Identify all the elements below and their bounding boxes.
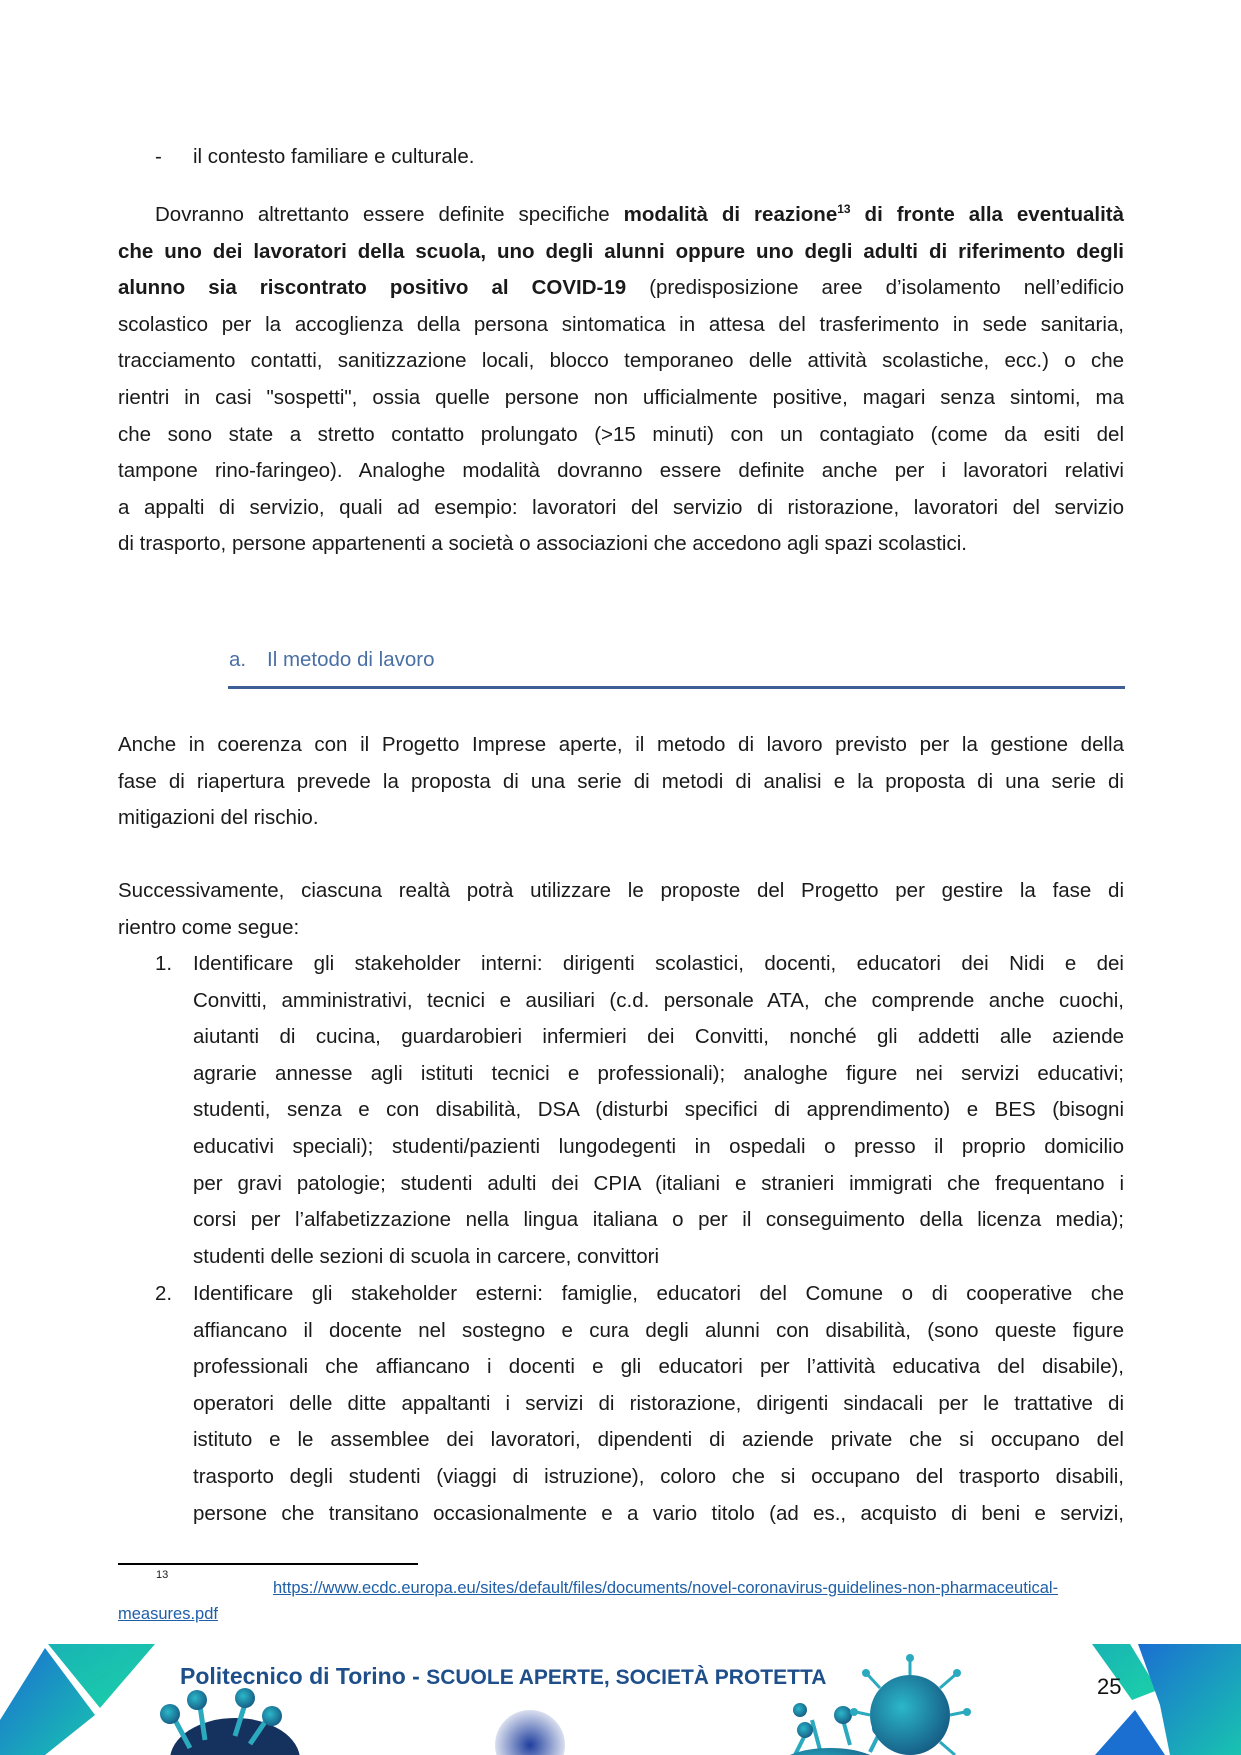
paragraph-line: tracciamento contatti, sanitizzazione locali, blocco temporaneo delle attività scolastiche, ecc.) o che [118, 349, 1124, 373]
paragraph-line: tampone rino-faringeo). Analoghe modalità dovranno essere definite anche per i lavoratori relativi [118, 459, 1124, 483]
page-number: 25 [1097, 1674, 1122, 1699]
text-run: Dovranno altrettanto essere definite specifiche [155, 203, 624, 226]
paragraph-line: scolastico per la accoglienza della persona sintomatica in attesa del trasferimento in sede sanitaria, [118, 312, 1124, 336]
paragraph-line: rientri in casi "sospetti", ossia quelle persone non ufficialmente positive, magari senza sintomi, ma [118, 385, 1124, 409]
document-page: - il contesto familiare e culturale. Dovranno altrettanto essere definite specifiche modalità di reazione$^{13}$ di fronte alla eventualità che uno dei lavoratori della scuola, uno degli alunni oppure uno degli adulti di riferimento degli alunno sia riscontrato positivo al COVID-19 (predisposizione aree d’isolamento nell’edificio scolastico per la accoglienza della persona sintomatica in attesa del trasferimento in sede sanitaria, tracciamento contatti, sanitizzazione locali, blocco temporaneo delle attività scolastiche, ecc.) o che rientri in casi "sospetti", ossia quelle persone non ufficialmente positive, magari senza sintomi, ma che sono state a stretto contatto prolungato (>15 minuti) con un contagiato (come da esiti del tampone rino-faringeo). Analoghe modalità dovranno essere definite anche per i lavoratori relativi a appalti di servizio, quali ad esempio: lavoratori del servizio di ristorazione, lavoratori del servizio di trasporto, persone appartenenti a società o associazioni che accedono agli spazi scolastici. a. Il metodo di lavoro Anche in coerenza con il Progetto Imprese aperte, il metodo di lavoro previsto per la gestione della fase di riapertura prevede la proposta di una serie di metodi di analisi e la proposta di una serie di mitigazioni del rischio. Successivamente, ciascuna realtà potrà utilizzare le proposte del Progetto per gestire la fase di rientro come segue: 1. Identificare gli stakeholder interni: dirigenti scolastici, docenti, educatori dei Nidi e dei Convitti, amministrativi, tecnici e ausiliari (c.d. personale ATA, che comprende anche cuochi, aiutanti di cucina, guardarobieri infermieri dei Convitti, nonché gli addetti alle aziende agrarie annesse agli istituti tecnici e professionali); analoghe figure nei servizi educativi; studenti, senza e con disabilità, DSA (disturbi specifici di apprendimento) e BES (bisogni educativi speciali); studenti/pazienti lungodegenti in ospedali o presso il proprio domicilio per gravi patologie; studenti adulti dei CPIA (italiani e stranieri immigrati che frequentano i corsi per l’alfabetizzazione nella lingua italiana o per il conseguimento della licenza media); studenti delle sezioni di scuola in carcere, convittori 2. Identificare gli stakeholder esterni: famiglie, educatori del Comune o di cooperative che affiancano il docente nel sostegno e cura degli alunni con disabilità, (sono queste figure professionali che affiancano i docenti e gli educatori per l’attività educativa del disabile), operatori delle ditte appaltanti i servizi di ristorazione, dirigenti sindacali per le trattative di istituto e le assemblee dei lavoratori, dipendenti di aziende private che si occupano del trasporto degli studenti (viaggi di istruzione), coloro che si occupano del trasporto disabili, persone che transitano occasionalmente e a vario titolo (ad es., acquisto di beni e servizi, 13 https://www.ecdc.europa.eu/sites/default/files/documents/novel-coronavirus-guidelines-non-pharmaceutical- measures.pdf Politecnico di Torino - SCUOLE APERTE, SOCIETÀ PROTETTA 25 [0, 0, 1241, 1755]
paragraph-line: fase di riapertura prevede la proposta di una serie di metodi di analisi e la proposta di una serie di [118, 769, 1124, 793]
footer-institution: Politecnico di Torino - [180, 1663, 427, 1689]
text-run: (predisposizione aree d’isolamento nell’edificio [626, 276, 1124, 300]
list-line: per gravi patologie; studenti adulti dei CPIA (italiani e stranieri immigrati che frequentano i [193, 1171, 1124, 1195]
list-line: Identificare gli stakeholder esterni: famiglie, educatori del Comune o di cooperative che [193, 1282, 1124, 1305]
paragraph-line [118, 197, 1124, 234]
list-line: operatori delle ditte appaltanti i servizi di ristorazione, dirigenti sindacali per le trattative di [193, 1391, 1124, 1415]
heading-underline [228, 686, 1125, 689]
paragraph-line: di trasporto, persone appartenenti a società o associazioni che accedono agli spazi scolastici. [118, 532, 967, 556]
list-line: corsi per l’alfabetizzazione nella lingua italiana o per il conseguimento della licenza media); [193, 1208, 1124, 1232]
paragraph-line: a appalti di servizio, quali ad esempio: lavoratori del servizio di ristorazione, lavoratori del servizio [118, 495, 1124, 519]
footnote-ref[interactable]: 13 [837, 202, 851, 216]
list-line: aiutanti di cucina, guardarobieri infermieri dei Convitti, nonché gli addetti alle aziende [193, 1025, 1124, 1049]
paragraph-line: mitigazioni del rischio. [118, 806, 319, 830]
list-line: Identificare gli stakeholder interni: dirigenti scolastici, docenti, educatori dei Nidi e dei [193, 952, 1124, 975]
list-line: educativi speciali); studenti/pazienti lungodegenti in ospedali o presso il proprio domicilio [193, 1134, 1124, 1158]
list-item-body [193, 1276, 1124, 1532]
paragraph-reaction-modalities [118, 197, 1124, 563]
list-number: 2. [155, 1282, 173, 1305]
list-line: istituto e le assemblee dei lavoratori, dipendenti di aziende private che si occupano del [193, 1428, 1124, 1452]
paragraph-line: che sono state a stretto contatto prolungato (>15 minuti) con un contagiato (come da esiti del [118, 422, 1124, 446]
paragraph-line: Anche in coerenza con il Progetto Imprese aperte, il metodo di lavoro previsto per la gestione della [118, 733, 1124, 756]
list-line: persone che transitano occasionalmente e a vario titolo (ad es., acquisto di beni e servizi, [193, 1501, 1124, 1525]
list-line: studenti delle sezioni di scuola in carcere, convittori [193, 1244, 660, 1268]
footer-decoration-icon [0, 1640, 1241, 1755]
footnote-link-continuation[interactable]: measures.pdf [118, 1605, 218, 1623]
list-line: studenti, senza e con disabilità, DSA (disturbi specifici di apprendimento) e BES (bisogni [193, 1098, 1124, 1122]
paragraph-line [118, 270, 1124, 307]
list-line: agrarie annesse agli istituti tecnici e professionali); analoghe figure nei servizi educativi; [193, 1061, 1124, 1085]
list-line: Convitti, amministrativi, tecnici e ausiliari (c.d. personale ATA, che comprende anche cuochi, [193, 988, 1124, 1012]
section-heading [229, 648, 435, 672]
bold-run: modalità di reazione [623, 203, 838, 226]
list-item-external-stakeholders [155, 1276, 1124, 1532]
paragraph-line: rientro come segue: [118, 915, 300, 939]
footnote-link[interactable]: https://www.ecdc.europa.eu/sites/default/files/documents/novel-coronavirus-guidelines-non-pharmaceutical- [273, 1579, 1059, 1597]
footer-project-name: SCUOLE APERTE, SOCIETÀ PROTETTA [426, 1666, 827, 1689]
section-number: a. [229, 648, 247, 671]
section-title: Il metodo di lavoro [267, 648, 435, 671]
list-line: affiancano il docente nel sostegno e cura degli alunni con disabilità, (sono queste figure [193, 1318, 1124, 1342]
page-footer [0, 1640, 1241, 1755]
bold-run: di fronte alla eventualità [850, 203, 1124, 226]
list-item-internal-stakeholders [155, 946, 1124, 1275]
bold-run: alunno sia riscontrato positivo al COVID-19 [118, 276, 627, 300]
footnote-separator [118, 1563, 418, 1565]
list-item-body [193, 946, 1124, 1275]
bullet-marker: - [155, 145, 162, 168]
paragraph-line: Successivamente, ciascuna realtà potrà utilizzare le proposte del Progetto per gestire la fase di [118, 879, 1124, 902]
list-number: 1. [155, 952, 173, 975]
paragraph-next-steps [118, 873, 1124, 946]
list-line: trasporto degli studenti (viaggi di istruzione), coloro che si occupano del trasporto disabili, [193, 1464, 1124, 1488]
list-line: professionali che affiancano i docenti e gli educatori per l’attività educativa del disabile), [193, 1355, 1124, 1379]
paragraph-method [118, 727, 1124, 837]
bullet-text: il contesto familiare e culturale. [193, 145, 475, 168]
paragraph-line: che uno dei lavoratori della scuola, uno degli alunni oppure uno degli adulti di riferimento degli [118, 239, 1124, 263]
footer-title [180, 1663, 826, 1690]
